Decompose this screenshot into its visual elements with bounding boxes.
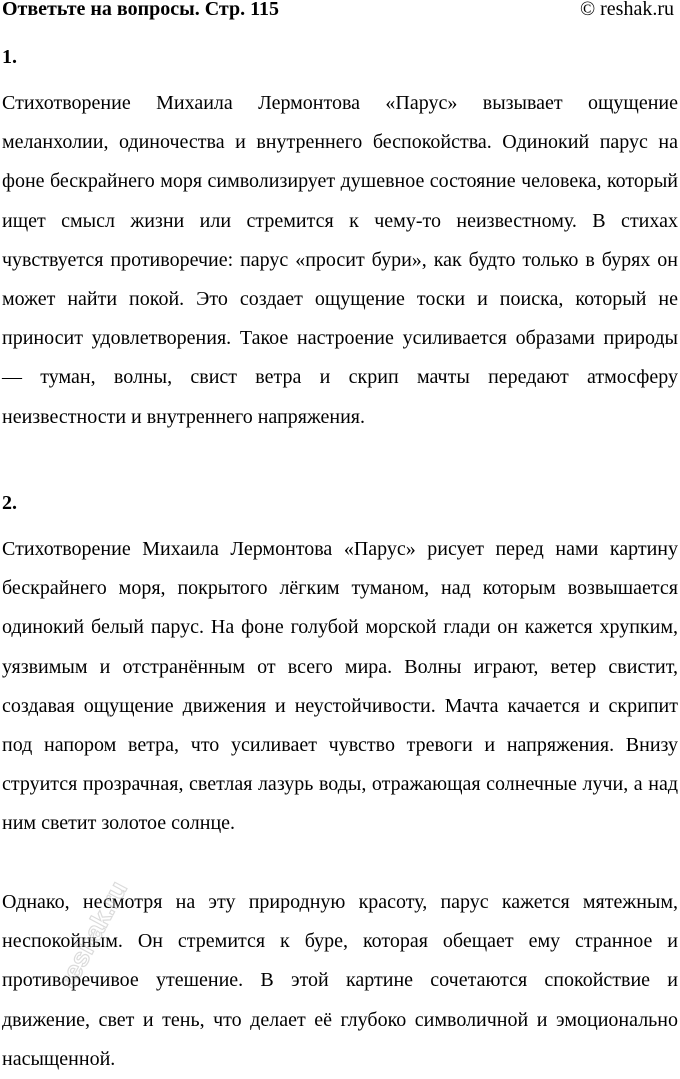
answer-2-paragraph-2: Однако, несмотря на эту природную красоту, парус кажется мятежным, неспокойным. Он стремится к буре, которая обещает ему странное и противоречивое утешение. В этой картине сочетаются спокойствие и движение, свет и тень, что делает её глубоко символичной и эмоционально насыщенной.	[2, 891, 678, 1070]
answer-1-paragraph: Стихотворение Михаила Лермонтова «Парус» вызывает ощущение меланхолии, одиночества и внутреннего беспокойства. Одинокий парус на фоне бескрайнего моря символизирует душевное состояние человека, который ищет смысл жизни или стремится к чему-то неизвестному. В стихах чувствуется противоречие: парус «просит бури», как будто только в бурях он может найти покой. Это создает ощущение тоски и поиска, который не приносит удовлетворения. Такое настроение усиливается образами природы — туман, волны, свист ветра и скрип мачты передают атмосферу неизвестности и внутреннего напряжения.	[2, 92, 678, 428]
watermark-text: reshak.ru	[51, 876, 134, 994]
question-number-1: 1.	[2, 46, 17, 68]
question-number-2: 2.	[2, 492, 17, 514]
answer-2-paragraph-1: Стихотворение Михаила Лермонтова «Парус» рисует перед нами картину бескрайнего моря, покрытого лёгким туманом, над которым возвышается одинокий белый парус. На фоне голубой морской глади он кажется хрупким, уязвимым и отстранённым от всего мира. Волны играют, ветер свистит, создавая ощущение движения и неустойчивости. Мачта качается и скрипит под напором ветра, что усиливает чувство тревоги и напряжения. Внизу струится прозрачная, светлая лазурь воды, отражающая солнечные лучи, а над ним светит золотое солнце.	[2, 538, 678, 835]
page-header	[0, 0, 680, 26]
site-credit: © reshak.ru	[579, 0, 674, 20]
page-title: Ответьте на вопросы. Стр. 115	[2, 0, 279, 20]
